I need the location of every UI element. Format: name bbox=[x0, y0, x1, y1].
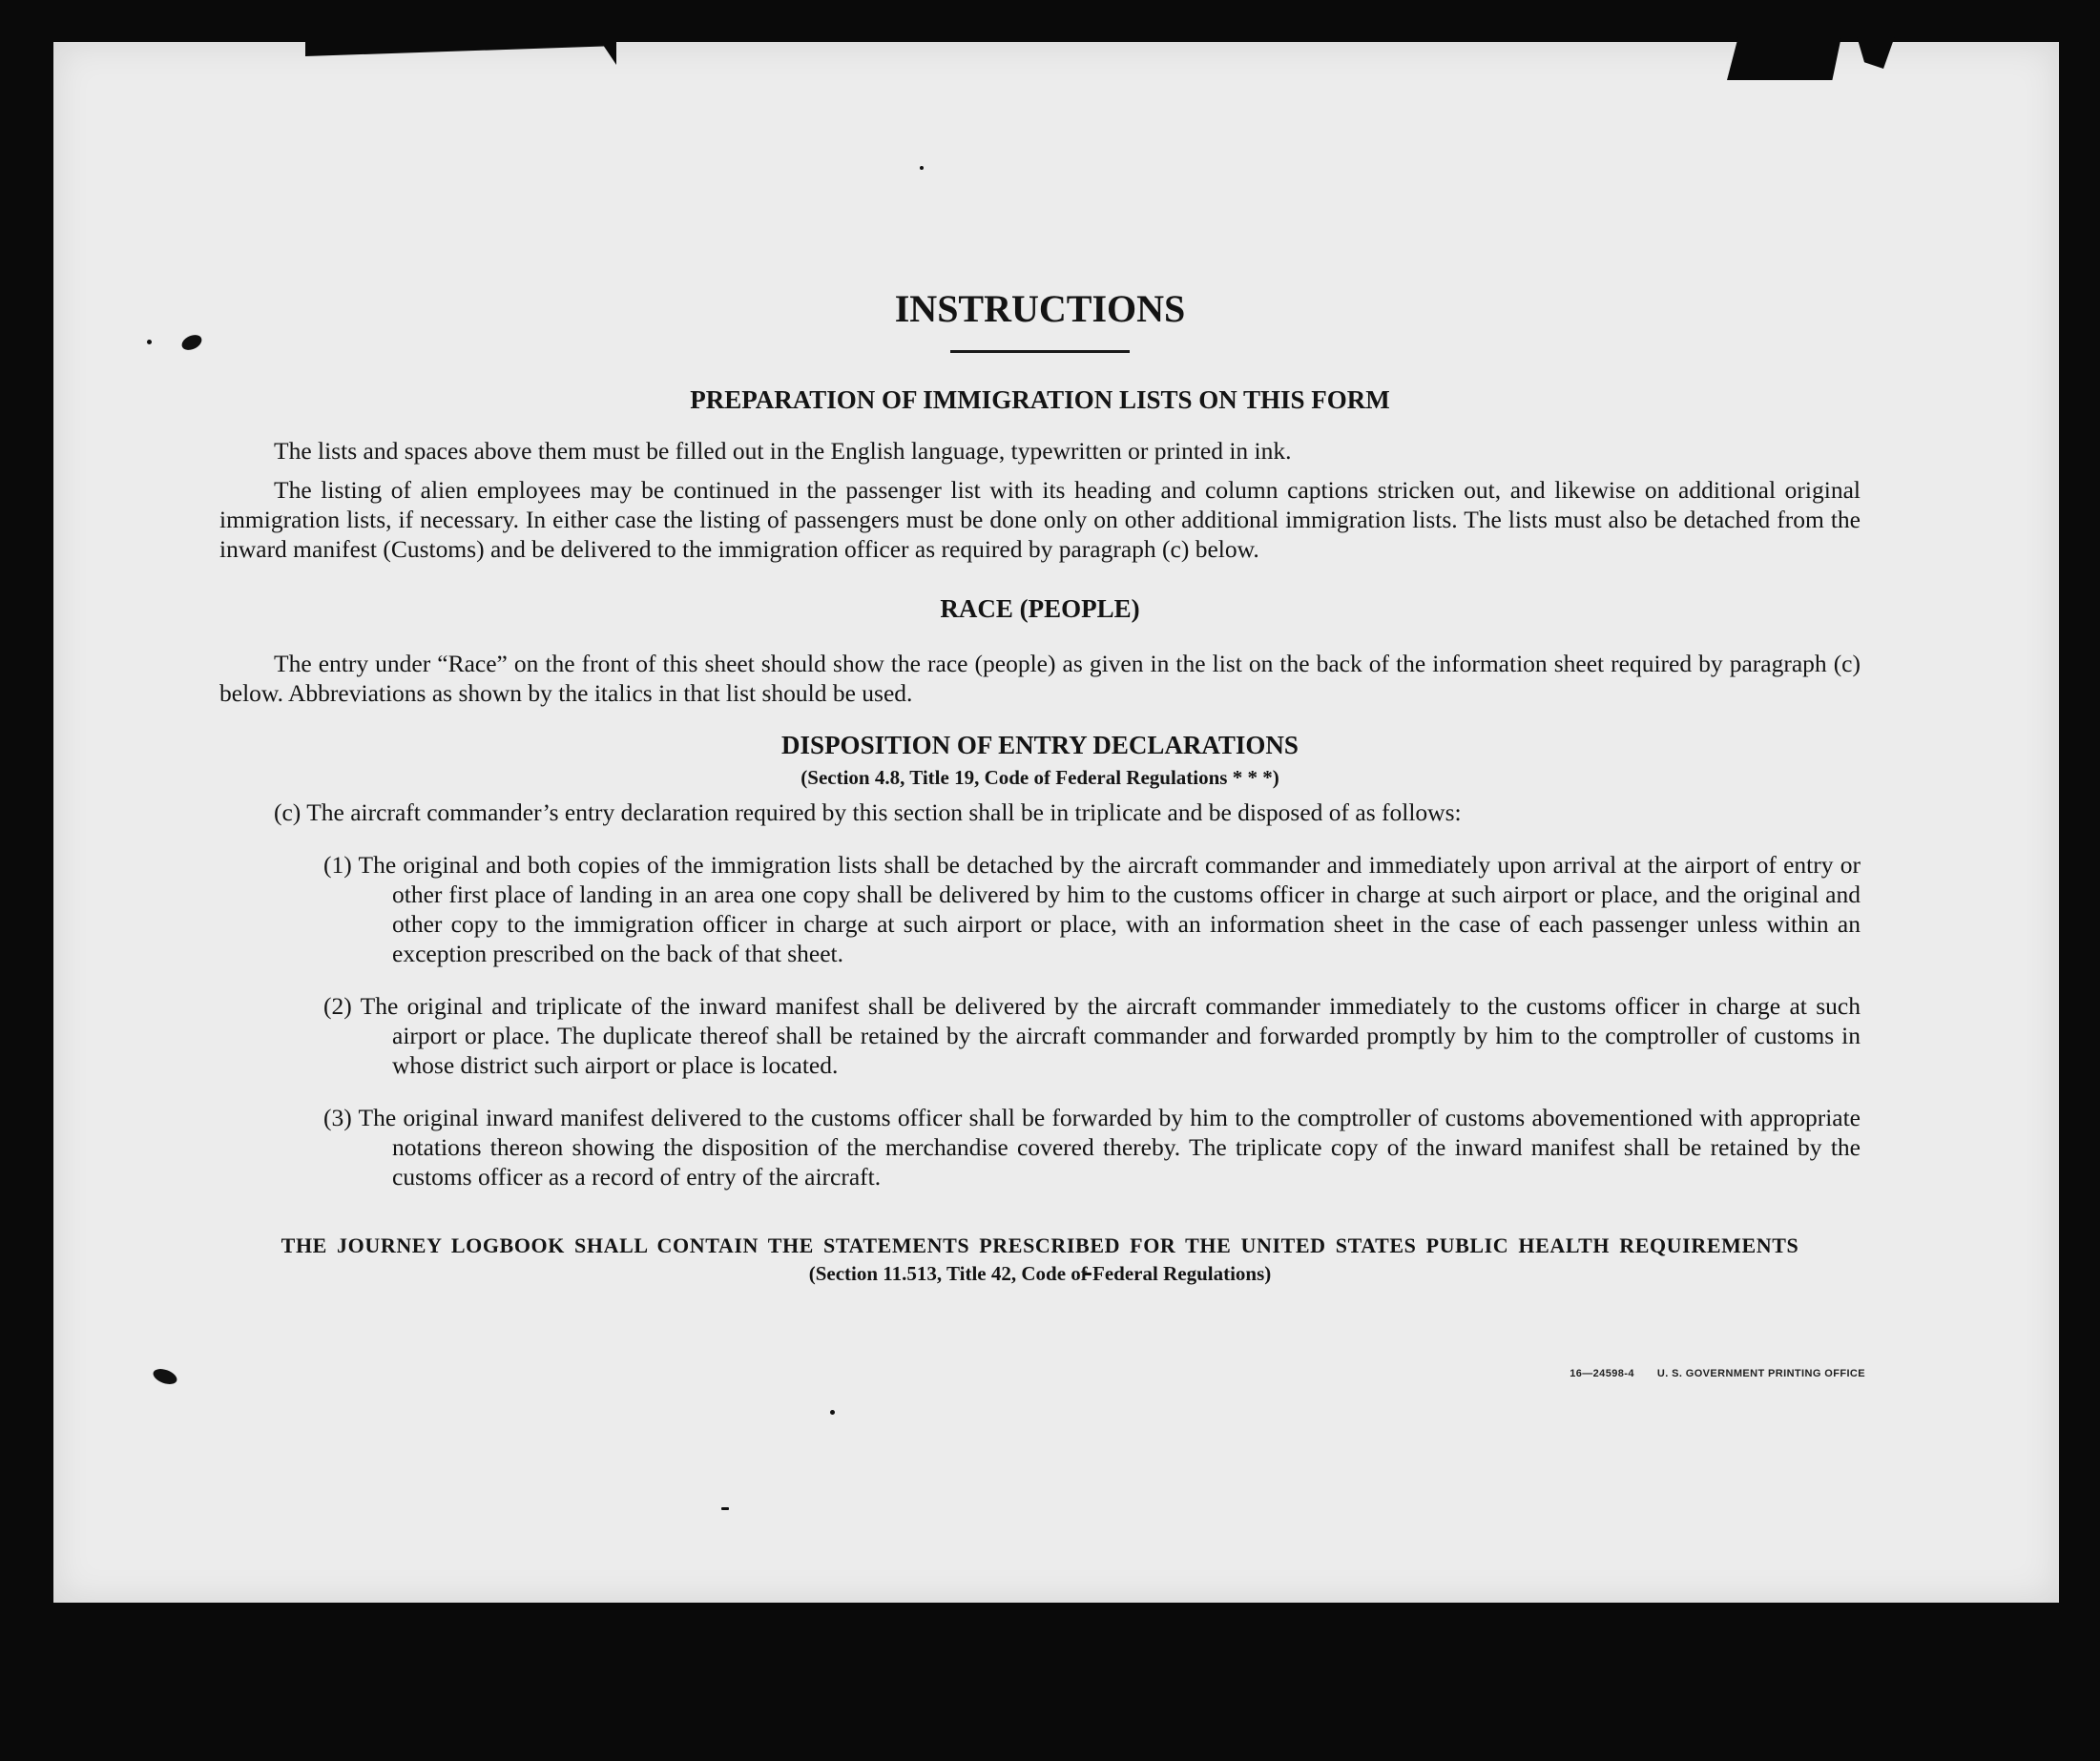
disposition-item-3: (3) The original inward manifest delivered to the customs officer shall be forwarded by him to the comptroller of customs abovementioned with appropriate notations thereon showing the disposition of the merchandise covered thereby. The triplicate copy of the inward manifest shall be retained by the customs officer as a record of entry of the aircraft. bbox=[323, 1104, 1861, 1191]
disposition-item-2: (2) The original and triplicate of the inward manifest shall be delivered by the aircraft commander immediately to the customs officer in charge at such airport or place. The duplicate thereof shall be retained by the aircraft commander and forwarded promptly by him to the comptroller of customs in whose district such airport or place is located. bbox=[323, 992, 1861, 1079]
printer-imprint bbox=[1570, 1368, 1865, 1379]
disposition-heading: DISPOSITION OF ENTRY DECLARATIONS bbox=[781, 731, 1299, 759]
instructions-content bbox=[219, 286, 1861, 1286]
top-right-tear bbox=[1727, 36, 1841, 80]
printer-code: 16—24598-4 bbox=[1570, 1368, 1634, 1379]
ink-mark bbox=[830, 1410, 835, 1415]
logbook-heading: THE JOURNEY LOGBOOK SHALL CONTAIN THE STATEMENTS PRESCRIBED FOR THE UNITED STATES PUBLIC HEALTH REQUIREMENTS bbox=[281, 1233, 1799, 1257]
preparation-heading: PREPARATION OF IMMIGRATION LISTS ON THIS FORM bbox=[690, 385, 1390, 414]
ink-mark bbox=[151, 1366, 178, 1387]
ink-mark bbox=[147, 340, 152, 344]
logbook-citation: (Section 11.513, Title 42, Code of Federal Regulations) bbox=[808, 1262, 1272, 1285]
page-title: INSTRUCTIONS bbox=[894, 287, 1186, 330]
preparation-paragraph-2: The listing of alien employees may be continued in the passenger list with its heading and column captions stricken out, and likewise on additional original immigration lists, if necessary. In either case the listing of passengers must be done only on other additional immigration lists. The lists must also be detached from the inward manifest (Customs) and be delivered to the immigration officer as required by paragraph (c) below. bbox=[219, 476, 1861, 563]
top-right-tear-small bbox=[1857, 36, 1895, 69]
ink-mark bbox=[920, 166, 924, 170]
disposition-citation: (Section 4.8, Title 19, Code of Federal Regulations * * *) bbox=[800, 766, 1279, 789]
disposition-item-1: (1) The original and both copies of the immigration lists shall be detached by the aircraft commander and immediately upon arrival at the airport of entry or other first place of landing in an area one copy shall be delivered by him to the customs officer in charge at such airport or place, and the original and other copy to the immigration officer in charge at such airport or place, with an information sheet in the case of each passenger unless within an exception prescribed on the back of that sheet. bbox=[323, 851, 1861, 967]
race-heading: RACE (PEOPLE) bbox=[940, 594, 1140, 623]
race-paragraph: The entry under “Race” on the front of this sheet should show the race (people) as given in the list on the back of the information sheet required by paragraph (c) below. Abbreviations as shown by the italics in that list should be used. bbox=[219, 650, 1861, 707]
top-left-tear bbox=[305, 36, 616, 65]
ink-mark bbox=[721, 1507, 729, 1510]
preparation-paragraph-1: The lists and spaces above them must be filled out in the English language, typewritten or printed in ink. bbox=[274, 437, 1292, 465]
printer-name: U. S. GOVERNMENT PRINTING OFFICE bbox=[1656, 1368, 1865, 1379]
disposition-intro: (c) The aircraft commander’s entry declaration required by this section shall be in triplicate and be disposed of as follows: bbox=[274, 798, 1462, 826]
title-underline bbox=[950, 350, 1130, 353]
ink-mark bbox=[179, 332, 204, 353]
